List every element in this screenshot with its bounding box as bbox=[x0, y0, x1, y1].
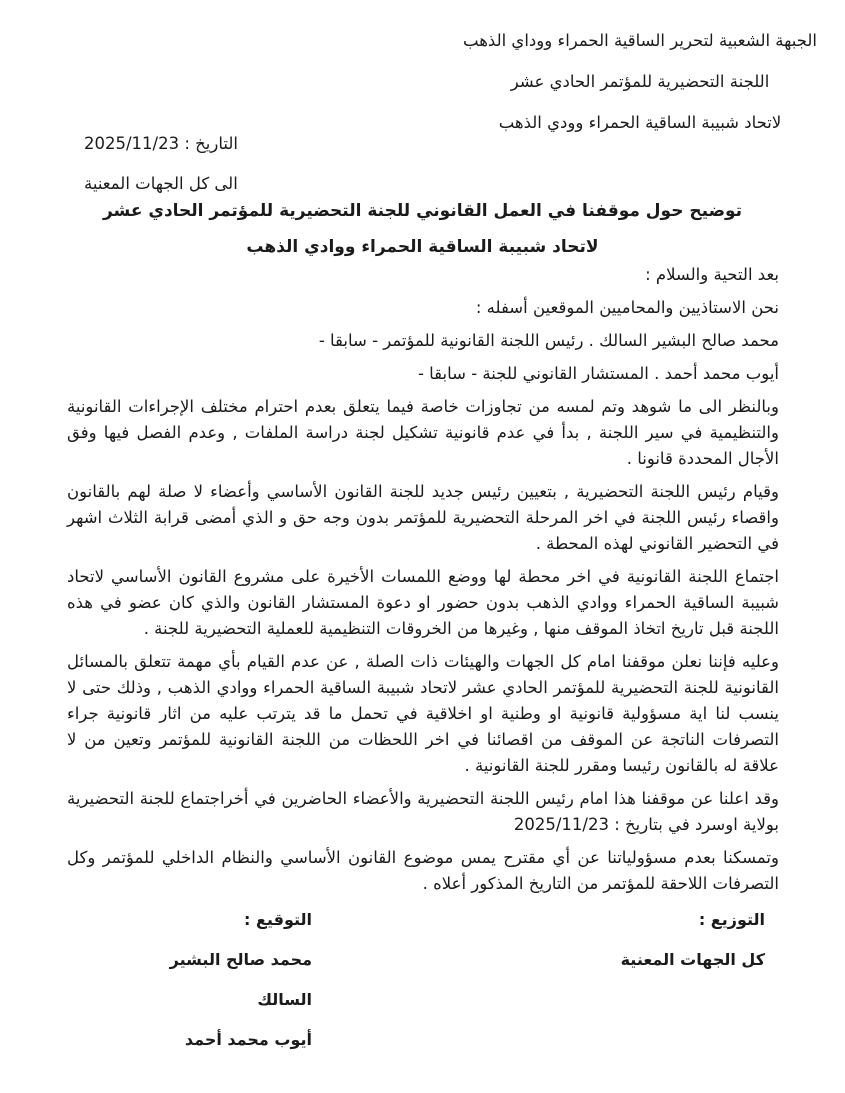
org-header-line-3: لاتحاد شبيبة الساقية الحمراء وودي الذهب bbox=[498, 113, 782, 132]
signature-name-1: محمد صالح البشير السالك bbox=[169, 950, 312, 1009]
letter-body bbox=[67, 262, 779, 904]
signatory-line-2: أيوب محمد أحمد . المستشار القانوني للجنة - سابقا - bbox=[417, 364, 779, 383]
addressee-line: الى كل الجهات المعنية bbox=[84, 174, 238, 193]
distribution-block bbox=[621, 900, 765, 980]
distribution-value: كل الجهات المعنية bbox=[620, 950, 765, 969]
subject-title-line-2: لاتحاد شبيبة الساقية الحمراء ووادي الذهب bbox=[246, 237, 599, 257]
date-line: التاريخ : 2025/11/23 bbox=[84, 134, 238, 153]
signature-block bbox=[140, 900, 312, 1060]
signature-label: التوقيع : bbox=[244, 910, 312, 929]
signature-name-2: أيوب محمد أحمد bbox=[184, 1030, 312, 1049]
salutation-line: بعد التحية والسلام : bbox=[645, 265, 779, 284]
intro-line: نحن الاستاذيين والمحاميين الموقعين أسفله : bbox=[475, 298, 779, 317]
org-header-line-2: اللجنة التحضيرية للمؤتمر الحادي عشر bbox=[510, 72, 770, 91]
body-paragraph-6: وتمسكنا بعدم مسؤولياتنا عن أي مقترح يمس موضوع القانون الأساسي والنظام الداخلي للمؤتمر وكل التصرفات اللاحقة للمؤتمر من التاريخ المذكور أعلاه . bbox=[67, 848, 779, 893]
body-paragraph-5: وقد اعلنا عن موقفنا هذا امام رئيس اللجنة التحضيرية والأعضاء الحاضرين في أخراجتماع للجنة التحضيرية بولاية اوسرد في بتاريخ : 2025/11/23 bbox=[67, 789, 779, 834]
subject-title bbox=[0, 193, 845, 265]
subject-title-line-1: توضيح حول موقفنا في العمل القانوني للجنة التحضيرية للمؤتمر الحادي عشر bbox=[102, 201, 743, 221]
body-paragraph-4: وعليه فإننا نعلن موقفنا امام كل الجهات والهيئات ذات الصلة , عن عدم القيام بأي مهمة تتعلق بالمسائل القانونية للجنة التحضيرية للمؤتمر الحادي عشر لاتحاد شبيبة الساقية الحمراء ووادي الذهب , وذلك حتى لا ينسب لنا اية مسؤولية قانونية او وطنية او اخلاقية في تحمل ما قد يترتب عليه من اثار قانونية جراء التصرفات الناتجة عن الموقف من اقصائنا في اخر اللحظات من اللجنة القانونية للمؤتمر وتعين من لا علاقة له بالقانون رئيسا ومقرر للجنة القانونية . bbox=[67, 652, 779, 775]
letter-meta bbox=[84, 124, 238, 204]
distribution-label: التوزيع : bbox=[698, 910, 765, 929]
org-header-line-1: الجبهة الشعبية لتحرير الساقية الحمراء ووداي الذهب bbox=[463, 31, 817, 50]
signatory-line-1: محمد صالح البشير السالك . رئيس اللجنة القانونية للمؤتمر - سابقا - bbox=[318, 331, 779, 350]
body-paragraph-3: اجتماع اللجنة القانونية في اخر محطة لها ووضع اللمسات الأخيرة على مشروع القانون الأساسي لاتحاد شبيبة الساقية الحمراء ووادي الذهب بدون حضور او دعوة المستشار القانون والذي كان عضو في هذه اللجنة قبل تاريخ اتخاذ الموقف منها , وغيرها من الخروقات التنظيمية للعملية التحضيرية للجنة . bbox=[67, 567, 779, 638]
organization-header bbox=[440, 20, 840, 143]
body-paragraph-1: وبالنظر الى ما شوهد وتم لمسه من تجاوزات خاصة فيما يتعلق بعدم احترام مختلف الإجراءات القانونية والتنظيمية في سير اللجنة , بدأ في عدم قانونية تشكيل لجنة دراسة الملفات , وعدم الفصل فيها وفق الأجال المحددة قانونا . bbox=[67, 397, 779, 468]
body-paragraph-2: وقيام رئيس اللجنة التحضيرية , بتعيين رئيس جديد للجنة القانون الأساسي وأعضاء لا صلة لهم بالقانون واقصاء رئيس اللجنة في اخر المرحلة التحضيرية للمؤتمر بدون وجه حق و الذي أمضى قرابة الثلاث اشهر في التحضير القانوني لهذه المحطة . bbox=[67, 482, 779, 553]
